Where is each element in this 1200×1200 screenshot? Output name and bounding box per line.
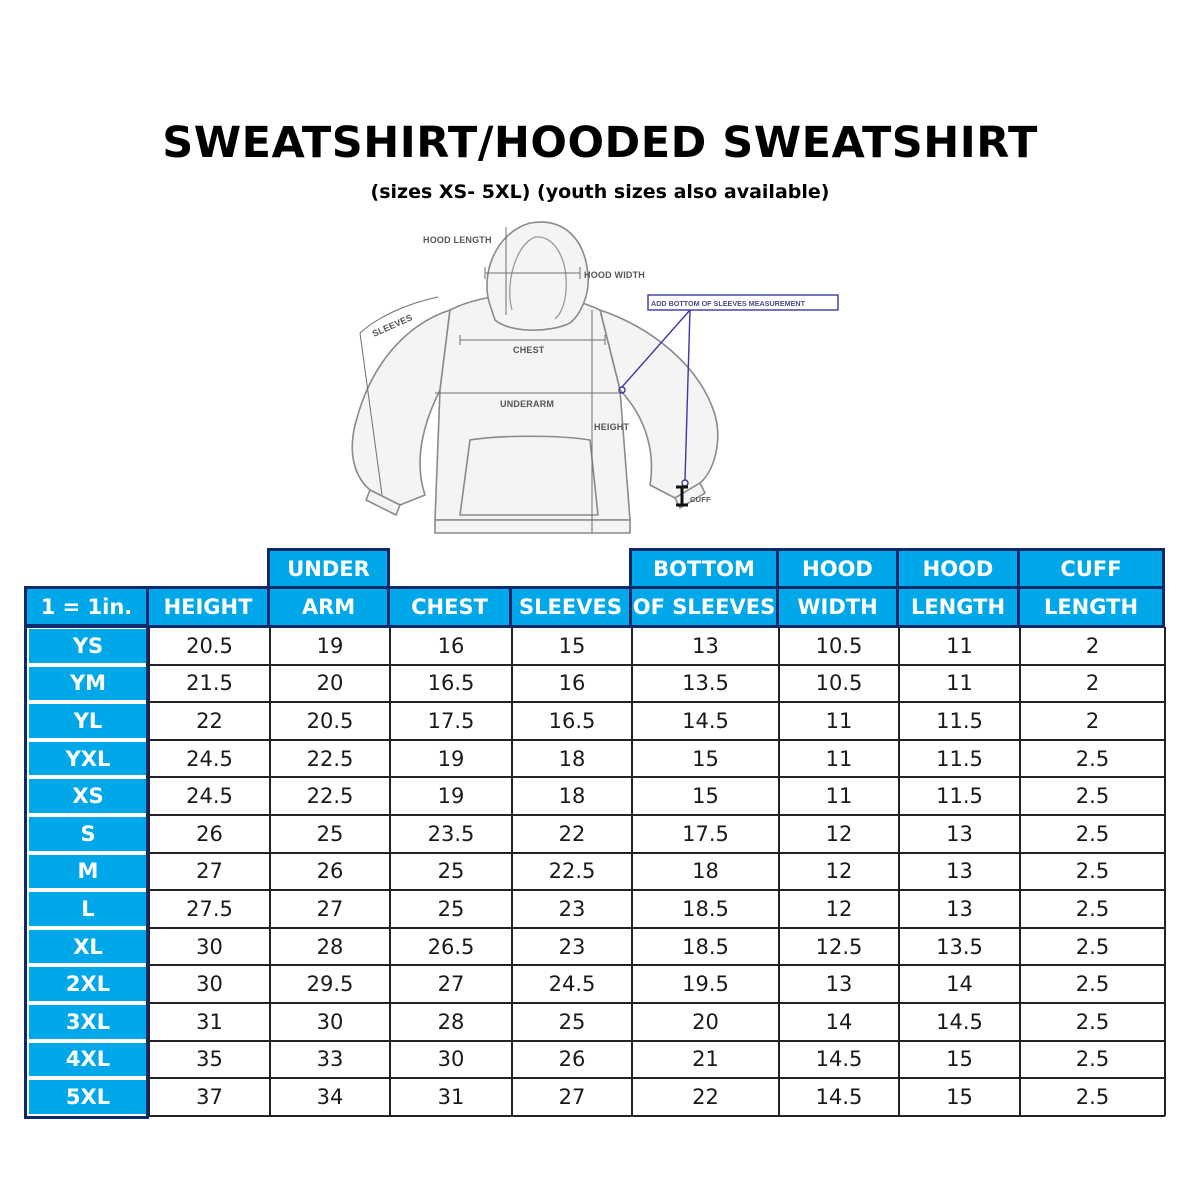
table-cell-bottom-of-sleeves: 13 xyxy=(692,633,719,658)
table-cell-chest: 19 xyxy=(437,746,465,771)
table-cell-sleeves: 27 xyxy=(558,1084,586,1109)
table-cell-underarm: 19 xyxy=(316,633,344,658)
header-hood-width: WIDTH xyxy=(776,586,899,628)
table-cell-height: 24.5 xyxy=(186,784,233,809)
size-label: 2XL xyxy=(29,967,147,1001)
diagram-note-bottom-sleeves: ADD BOTTOM OF SLEEVES MEASUREMENT xyxy=(651,299,806,308)
table-cell-underarm: 34 xyxy=(316,1084,344,1109)
table-cell-underarm: 25 xyxy=(316,821,344,846)
header-unit-label: 1 = 1in. xyxy=(24,586,149,628)
page-subtitle: (sizes XS- 5XL) (youth sizes also available) xyxy=(370,181,830,203)
table-cell-hood-width: 12 xyxy=(825,859,853,884)
table-cell-chest: 25 xyxy=(437,859,465,884)
table-cell-sleeves: 15 xyxy=(558,633,586,658)
header-underarm: ARM xyxy=(267,586,390,628)
table-cell-bottom-of-sleeves: 13.5 xyxy=(682,671,729,696)
table-cell-chest: 30 xyxy=(437,1047,465,1072)
diagram-label-chest: CHEST xyxy=(513,345,545,355)
table-cell-underarm: 33 xyxy=(316,1047,344,1072)
table-cell-underarm: 27 xyxy=(316,896,344,921)
table-cell-sleeves: 26 xyxy=(558,1047,586,1072)
table-cell-underarm: 30 xyxy=(316,1009,344,1034)
table-cell-hood-length: 13 xyxy=(946,896,973,921)
table-cell-hood-length: 13.5 xyxy=(936,934,983,959)
table-cell-hood-width: 14.5 xyxy=(815,1047,863,1072)
table-cell-hood-length: 11 xyxy=(946,633,973,658)
header-cuff-length: LENGTH xyxy=(1017,586,1165,628)
size-label: L xyxy=(29,892,147,926)
header-bottom-of-sleeves: OF SLEEVES xyxy=(629,586,779,628)
header-top-hood-length: HOOD xyxy=(896,548,1020,590)
table-cell-sleeves: 23 xyxy=(558,934,586,959)
table-cell-bottom-of-sleeves: 21 xyxy=(692,1047,719,1072)
table-cell-height: 22 xyxy=(196,708,223,733)
header-chest: CHEST xyxy=(387,586,512,628)
header-top-bottom-of-sleeves: BOTTOM xyxy=(629,548,779,590)
table-cell-bottom-of-sleeves: 15 xyxy=(692,746,719,771)
table-cell-underarm: 29.5 xyxy=(306,972,354,997)
table-cell-height: 27 xyxy=(196,859,223,884)
size-label: YM xyxy=(29,667,147,701)
size-label: YL xyxy=(29,704,147,738)
table-cell-hood-width: 10.5 xyxy=(815,633,863,658)
table-cell-cuff-length: 2 xyxy=(1085,633,1100,658)
table-cell-hood-length: 11.5 xyxy=(936,708,983,733)
table-cell-height: 30 xyxy=(196,934,223,959)
table-cell-hood-length: 11.5 xyxy=(936,784,983,809)
table-cell-height: 26 xyxy=(196,821,223,846)
table-cell-height: 20.5 xyxy=(186,633,233,658)
table-cell-height: 30 xyxy=(196,972,223,997)
table-cell-cuff-length: 2.5 xyxy=(1075,784,1110,809)
table-cell-chest: 26.5 xyxy=(427,934,475,959)
table-cell-sleeves: 24.5 xyxy=(548,972,596,997)
table-cell-bottom-of-sleeves: 18.5 xyxy=(682,896,729,921)
size-label: XS xyxy=(29,779,147,813)
table-cell-bottom-of-sleeves: 22 xyxy=(692,1084,719,1109)
table-cell-cuff-length: 2.5 xyxy=(1075,859,1110,884)
table-cell-cuff-length: 2.5 xyxy=(1075,1084,1110,1109)
table-cell-hood-width: 12 xyxy=(825,896,853,921)
table-cell-hood-length: 15 xyxy=(946,1047,973,1072)
table-cell-underarm: 22.5 xyxy=(306,746,354,771)
table-cell-hood-width: 14.5 xyxy=(815,1084,863,1109)
diagram-label-hood-width: HOOD WIDTH xyxy=(584,270,645,280)
table-cell-hood-length: 13 xyxy=(946,821,973,846)
table-cell-chest: 16.5 xyxy=(427,671,475,696)
header-sleeves: SLEEVES xyxy=(509,586,632,628)
header-top-hood-width: HOOD xyxy=(776,548,899,590)
table-cell-height: 31 xyxy=(196,1009,223,1034)
table-cell-underarm: 26 xyxy=(316,859,344,884)
table-cell-cuff-length: 2.5 xyxy=(1075,821,1110,846)
table-cell-chest: 17.5 xyxy=(427,708,475,733)
table-cell-hood-length: 11.5 xyxy=(936,746,983,771)
header-top-cuff-length: CUFF xyxy=(1017,548,1165,590)
table-cell-hood-width: 11 xyxy=(825,708,853,733)
table-cell-cuff-length: 2.5 xyxy=(1075,972,1110,997)
table-cell-bottom-of-sleeves: 18.5 xyxy=(682,934,729,959)
table-cell-sleeves: 22.5 xyxy=(548,859,596,884)
table-cell-bottom-of-sleeves: 20 xyxy=(692,1009,719,1034)
table-cell-sleeves: 18 xyxy=(558,746,586,771)
diagram-label-cuff: CUFF xyxy=(690,495,711,504)
table-cell-cuff-length: 2 xyxy=(1085,671,1100,696)
table-cell-hood-width: 11 xyxy=(825,746,853,771)
hoodie-measurement-diagram xyxy=(330,215,870,545)
table-cell-bottom-of-sleeves: 15 xyxy=(692,784,719,809)
table-cell-sleeves: 25 xyxy=(558,1009,586,1034)
table-cell-height: 27.5 xyxy=(186,896,233,921)
table-cell-cuff-length: 2.5 xyxy=(1075,1047,1110,1072)
table-cell-hood-width: 14 xyxy=(825,1009,853,1034)
table-cell-height: 35 xyxy=(196,1047,223,1072)
header-height: HEIGHT xyxy=(146,586,270,628)
diagram-label-height: HEIGHT xyxy=(594,422,630,432)
size-label: M xyxy=(29,855,147,889)
table-cell-hood-width: 11 xyxy=(825,784,853,809)
table-cell-bottom-of-sleeves: 19.5 xyxy=(682,972,729,997)
table-cell-chest: 27 xyxy=(437,972,465,997)
table-cell-hood-width: 13 xyxy=(825,972,853,997)
size-label: 4XL xyxy=(29,1043,147,1077)
table-cell-underarm: 20.5 xyxy=(306,708,354,733)
table-cell-hood-length: 14.5 xyxy=(936,1009,983,1034)
diagram-label-underarm: UNDERARM xyxy=(500,399,555,409)
table-cell-bottom-of-sleeves: 14.5 xyxy=(682,708,729,733)
table-cell-chest: 25 xyxy=(437,896,465,921)
table-cell-hood-width: 12 xyxy=(825,821,853,846)
table-cell-hood-length: 15 xyxy=(946,1084,973,1109)
table-cell-height: 37 xyxy=(196,1084,223,1109)
size-label: YXL xyxy=(29,742,147,776)
table-cell-cuff-length: 2.5 xyxy=(1075,1009,1110,1034)
table-cell-height: 24.5 xyxy=(186,746,233,771)
page-title: SWEATSHIRT/HOODED SWEATSHIRT xyxy=(162,118,1038,168)
table-cell-sleeves: 16 xyxy=(558,671,586,696)
header-hood-length: LENGTH xyxy=(896,586,1020,628)
table-cell-underarm: 28 xyxy=(316,934,344,959)
table-cell-sleeves: 16.5 xyxy=(548,708,596,733)
size-label: S xyxy=(29,817,147,851)
size-label: XL xyxy=(29,930,147,964)
table-cell-bottom-of-sleeves: 18 xyxy=(692,859,719,884)
table-cell-sleeves: 18 xyxy=(558,784,586,809)
table-cell-chest: 16 xyxy=(437,633,465,658)
table-cell-hood-length: 13 xyxy=(946,859,973,884)
diagram-label-sleeves: SLEEVES xyxy=(370,312,415,339)
table-cell-hood-length: 14 xyxy=(946,972,973,997)
table-cell-underarm: 22.5 xyxy=(306,784,354,809)
table-cell-bottom-of-sleeves: 17.5 xyxy=(682,821,729,846)
size-label: 5XL xyxy=(29,1080,147,1114)
table-cell-hood-width: 10.5 xyxy=(815,671,863,696)
size-label: YS xyxy=(29,629,147,663)
table-cell-height: 21.5 xyxy=(186,671,233,696)
table-cell-chest: 31 xyxy=(437,1084,465,1109)
table-cell-cuff-length: 2 xyxy=(1085,708,1100,733)
table-cell-sleeves: 22 xyxy=(558,821,586,846)
size-label: 3XL xyxy=(29,1005,147,1039)
table-cell-chest: 23.5 xyxy=(427,821,475,846)
table-cell-cuff-length: 2.5 xyxy=(1075,896,1110,921)
table-cell-hood-width: 12.5 xyxy=(815,934,863,959)
table-cell-sleeves: 23 xyxy=(558,896,586,921)
diagram-label-hood-length: HOOD LENGTH xyxy=(423,235,492,245)
table-cell-hood-length: 11 xyxy=(946,671,973,696)
table-cell-cuff-length: 2.5 xyxy=(1075,934,1110,959)
table-cell-underarm: 20 xyxy=(316,671,344,696)
table-cell-chest: 19 xyxy=(437,784,465,809)
table-cell-chest: 28 xyxy=(437,1009,465,1034)
header-top-underarm: UNDER xyxy=(267,548,390,590)
table-cell-cuff-length: 2.5 xyxy=(1075,746,1110,771)
